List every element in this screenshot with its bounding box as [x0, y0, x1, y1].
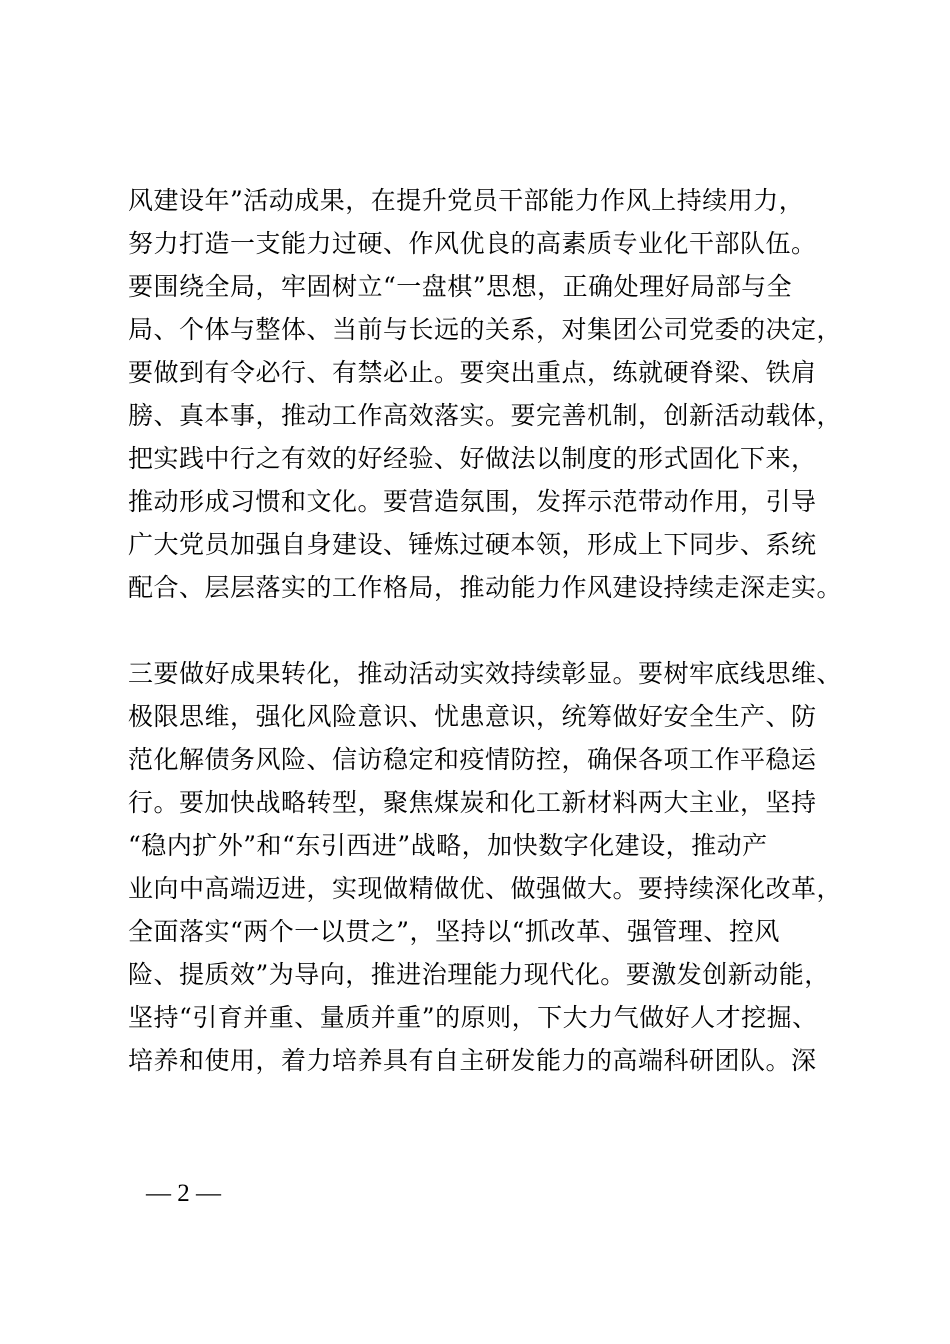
text-line: 范化解债务风险、信访稳定和疫情防控，确保各项工作平稳运 — [128, 745, 817, 774]
text-line: 行。要加快战略转型，聚焦煤炭和化工新材料两大主业，坚持 — [128, 788, 817, 817]
text-line: 努力打造一支能力过硬、作风优良的高素质专业化干部队伍。 — [128, 229, 817, 258]
text-line: 膀、真本事，推动工作高效落实。要完善机制，创新活动载体， — [128, 401, 843, 430]
text-line: 推动形成习惯和文化。要营造氛围，发挥示范带动作用，引导 — [128, 487, 817, 516]
text-line: 全面落实“两个一以贯之”，坚持以“抓改革、强管理、控风 — [128, 917, 780, 946]
text-line: 广大党员加强自身建设、锤炼过硬本领，形成上下同步、系统 — [128, 530, 817, 559]
text-line: 风建设年”活动成果，在提升党员干部能力作风上持续用力， — [128, 186, 805, 215]
text-line: 要做到有令必行、有禁必止。要突出重点，练就硬脊梁、铁肩 — [128, 358, 817, 387]
text-line: 三要做好成果转化，推动活动实效持续彰显。要树牢底线思维、 — [128, 659, 843, 688]
text-line: 培养和使用，着力培养具有自主研发能力的高端科研团队。深 — [128, 1046, 817, 1075]
text-line: 要围绕全局，牢固树立“一盘棋”思想，正确处理好局部与全 — [128, 272, 793, 301]
text-line: “稳内扩外”和“东引西进”战略，加快数字化建设，推动产 — [128, 831, 768, 860]
text-line: 把实践中行之有效的好经验、好做法以制度的形式固化下来， — [128, 444, 817, 473]
page-number: — 2 — — [146, 1180, 221, 1207]
text-line: 配合、层层落实的工作格局，推动能力作风建设持续走深走实。 — [128, 573, 843, 602]
text-line: 坚持“引育并重、量质并重”的原则，下大力气做好人才挖掘、 — [128, 1003, 818, 1032]
text-line: 极限思维，强化风险意识、忧患意识，统筹做好安全生产、防 — [128, 702, 817, 731]
text-line: 局、个体与整体、当前与长远的关系，对集团公司党委的决定， — [128, 315, 843, 344]
text-line: 业向中高端迈进，实现做精做优、做强做大。要持续深化改革， — [128, 874, 843, 903]
text-line: 险、提质效”为导向，推进治理能力现代化。要激发创新动能， — [128, 960, 830, 989]
